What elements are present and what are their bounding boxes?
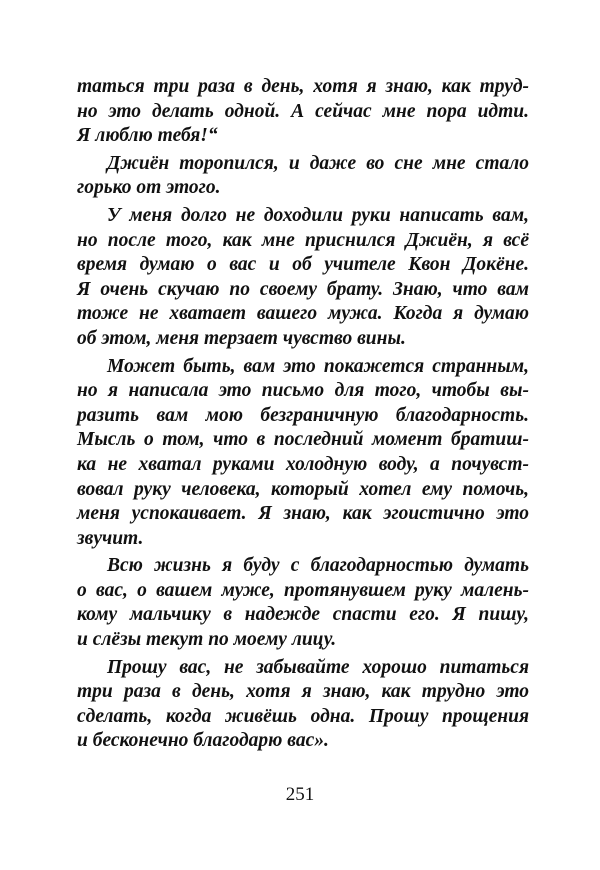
text-line: тоже не хватает вашего мужа. Когда я думаю	[77, 303, 529, 325]
text-line: время думаю о вас и об учителе Квон Докёне.	[77, 254, 529, 276]
text-line: Я люблю тебя!“	[77, 125, 218, 147]
text-line: но это делать одной. А сейчас мне пора идти.	[77, 100, 529, 122]
text-line: об этом, меня терзает чувство вины.	[77, 327, 406, 349]
text-line: Прошу вас, не забывайте хорошо питаться	[107, 656, 529, 678]
text-line: Я очень скучаю по своему брату. Знаю, что вам	[77, 278, 529, 300]
paragraph	[77, 656, 529, 754]
text-line: сделать, когда живёшь одна. Прошу прощения	[77, 705, 529, 727]
text-line: У меня долго не доходили руки написать вам,	[107, 204, 529, 226]
text-line: меня успокаивает. Я знаю, как эгоистично это	[77, 503, 529, 525]
text-line: Может быть, вам это покажется странным,	[107, 355, 529, 377]
text-line: горько от этого.	[77, 177, 221, 199]
text-line: о вас, о вашем муже, протянувшем руку малень-	[77, 579, 529, 601]
text-line: разить вам мою безграничную благодарность.	[77, 404, 529, 426]
text-line: но я написала это письмо для того, чтобы вы-	[77, 380, 529, 402]
page-body-text	[77, 75, 529, 757]
text-line: Джиён торопился, и даже во сне мне стало	[107, 152, 529, 174]
paragraph	[77, 204, 529, 352]
text-line: кому мальчику в надежде спасти его. Я пишу,	[77, 604, 529, 626]
text-line: и слёзы текут по моему лицу.	[77, 629, 337, 651]
page-number: 251	[285, 784, 315, 805]
text-line: ка не хватал руками холодную воду, а почувст-	[77, 453, 529, 475]
paragraph	[77, 75, 529, 149]
text-line: таться три раза в день, хотя я знаю, как труд-	[77, 76, 529, 97]
text-line: и бесконечно благодарю вас».	[77, 730, 329, 752]
paragraph	[77, 152, 529, 201]
text-line: Всю жизнь я буду с благодарностью думать	[107, 555, 529, 577]
text-line: но после того, как мне приснился Джиён, я всё	[77, 229, 529, 251]
text-line: три раза в день, хотя я знаю, как трудно это	[77, 681, 529, 703]
text-line: вовал руку человека, который хотел ему помочь,	[77, 478, 529, 500]
paragraph	[77, 554, 529, 652]
text-line: звучит.	[77, 527, 144, 549]
paragraph	[77, 355, 529, 552]
text-line: Мысль о том, что в последний момент братиш-	[77, 429, 529, 451]
